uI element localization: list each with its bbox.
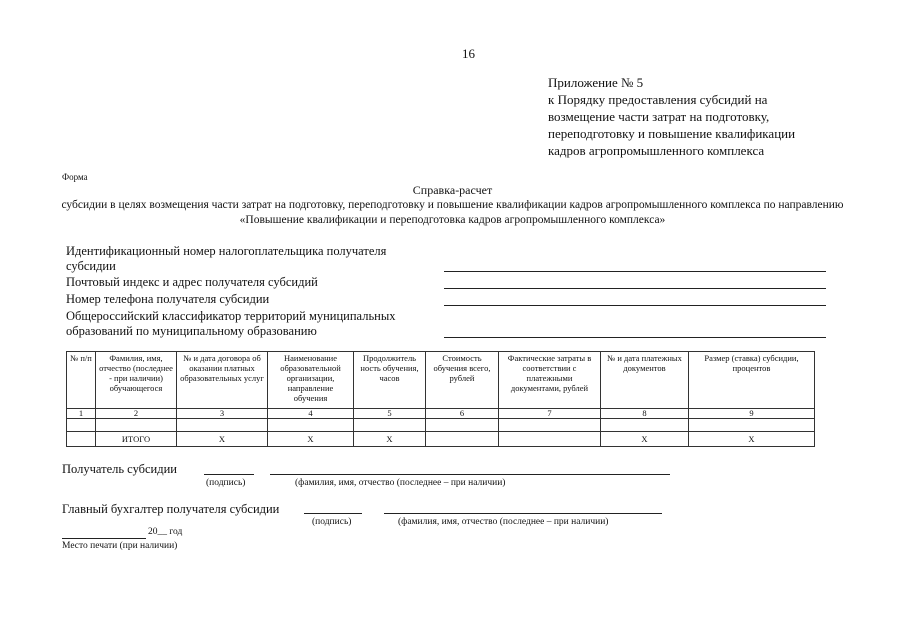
table-header-cell: Стоимость обучения всего, рублей: [426, 352, 499, 409]
table-cell[interactable]: [268, 419, 354, 432]
name-caption: (фамилия, имя, отчество (последнее – при наличии): [295, 478, 506, 488]
address-label: Почтовый индекс и адрес получателя субсидий: [66, 275, 318, 289]
oktmo-field[interactable]: [444, 337, 826, 338]
table-header-cell: Продолжитель ность обучения, часов: [354, 352, 426, 409]
inn-label-cont: субсидии: [66, 259, 116, 273]
subsidy-table: [66, 351, 815, 447]
oktmo-label-cont: образований по муниципальному образованию: [66, 324, 317, 338]
form-label: Форма: [62, 172, 88, 182]
total-cell: [499, 432, 601, 447]
table-cell[interactable]: [426, 419, 499, 432]
total-cell: Х: [689, 432, 815, 447]
document-subtitle: субсидии в целях возмещения части затрат на подготовку, переподготовку и повышение квалификации кадров агропромышленного комплекса по направлению «Повышение квалификации и переподготовка кадров агропромышленного комплекса»: [61, 199, 844, 226]
table-cell[interactable]: [499, 419, 601, 432]
total-cell: [67, 432, 96, 447]
total-cell: Х: [601, 432, 689, 447]
table-header-cell: Фактические затраты в соответствии с платежными документами, рублей: [499, 352, 601, 409]
column-number: 6: [426, 409, 499, 419]
column-number: 5: [354, 409, 426, 419]
recipient-label: Получатель субсидии: [62, 462, 177, 476]
appendix-line: Приложение № 5: [548, 75, 644, 90]
appendix-line: возмещение части затрат на подготовку,: [548, 109, 770, 124]
total-row: [67, 432, 815, 447]
inn-field[interactable]: [444, 271, 826, 272]
total-cell: Х: [354, 432, 426, 447]
page-number: 16: [462, 46, 475, 61]
name-caption: (фамилия, имя, отчество (последнее – при наличии): [398, 517, 609, 527]
column-number: 3: [177, 409, 268, 419]
accountant-signature-line[interactable]: [304, 513, 362, 514]
phone-field[interactable]: [444, 305, 826, 306]
date-line[interactable]: [62, 538, 146, 539]
table-cell[interactable]: [354, 419, 426, 432]
column-number: 7: [499, 409, 601, 419]
signature-caption: (подпись): [312, 517, 352, 527]
appendix-line: переподготовку и повышение квалификации: [548, 126, 796, 141]
table-header-cell: Размер (ставка) субсидии, процентов: [689, 352, 815, 409]
column-number: 4: [268, 409, 354, 419]
phone-label: Номер телефона получателя субсидии: [66, 292, 270, 306]
column-number-row: [67, 409, 815, 419]
recipient-name-line[interactable]: [270, 474, 670, 475]
table-header-cell: Фамилия, имя, отчество (последнее - при наличии) обучающегося: [96, 352, 177, 409]
table-header-cell: № и дата договора об оказании платных образовательных услуг: [177, 352, 268, 409]
appendix-header: [548, 74, 795, 159]
table-cell[interactable]: [67, 419, 96, 432]
table-cell[interactable]: [689, 419, 815, 432]
table-cell[interactable]: [601, 419, 689, 432]
date-year: 20__ год: [148, 527, 183, 537]
stamp-label: Место печати (при наличии): [62, 541, 178, 551]
column-number: 8: [601, 409, 689, 419]
appendix-line: к Порядку предоставления субсидий на: [548, 92, 768, 107]
accountant-name-line[interactable]: [384, 513, 662, 514]
total-cell: ИТОГО: [96, 432, 177, 447]
document-title: Справка-расчет: [412, 183, 493, 197]
appendix-line: кадров агропромышленного комплекса: [548, 143, 765, 158]
recipient-signature-line[interactable]: [204, 474, 254, 475]
column-number: 2: [96, 409, 177, 419]
inn-label: Идентификационный номер налогоплательщика получателя: [66, 244, 387, 258]
total-cell: Х: [177, 432, 268, 447]
table-cell[interactable]: [177, 419, 268, 432]
table-header-cell: Наименование образовательной организации, направление обучения: [268, 352, 354, 409]
table-header-cell: № п/п: [67, 352, 96, 409]
total-cell: Х: [268, 432, 354, 447]
table-header-cell: № и дата платежных документов: [601, 352, 689, 409]
table-header-row: [67, 352, 815, 409]
address-field[interactable]: [444, 288, 826, 289]
accountant-label: Главный бухгалтер получателя субсидии: [62, 502, 280, 516]
table-row: [67, 419, 815, 432]
oktmo-label: Общероссийский классификатор территорий муниципальных: [66, 309, 396, 323]
total-cell: [426, 432, 499, 447]
column-number: 1: [67, 409, 96, 419]
column-number: 9: [689, 409, 815, 419]
table-cell[interactable]: [96, 419, 177, 432]
signature-caption: (подпись): [206, 478, 246, 488]
